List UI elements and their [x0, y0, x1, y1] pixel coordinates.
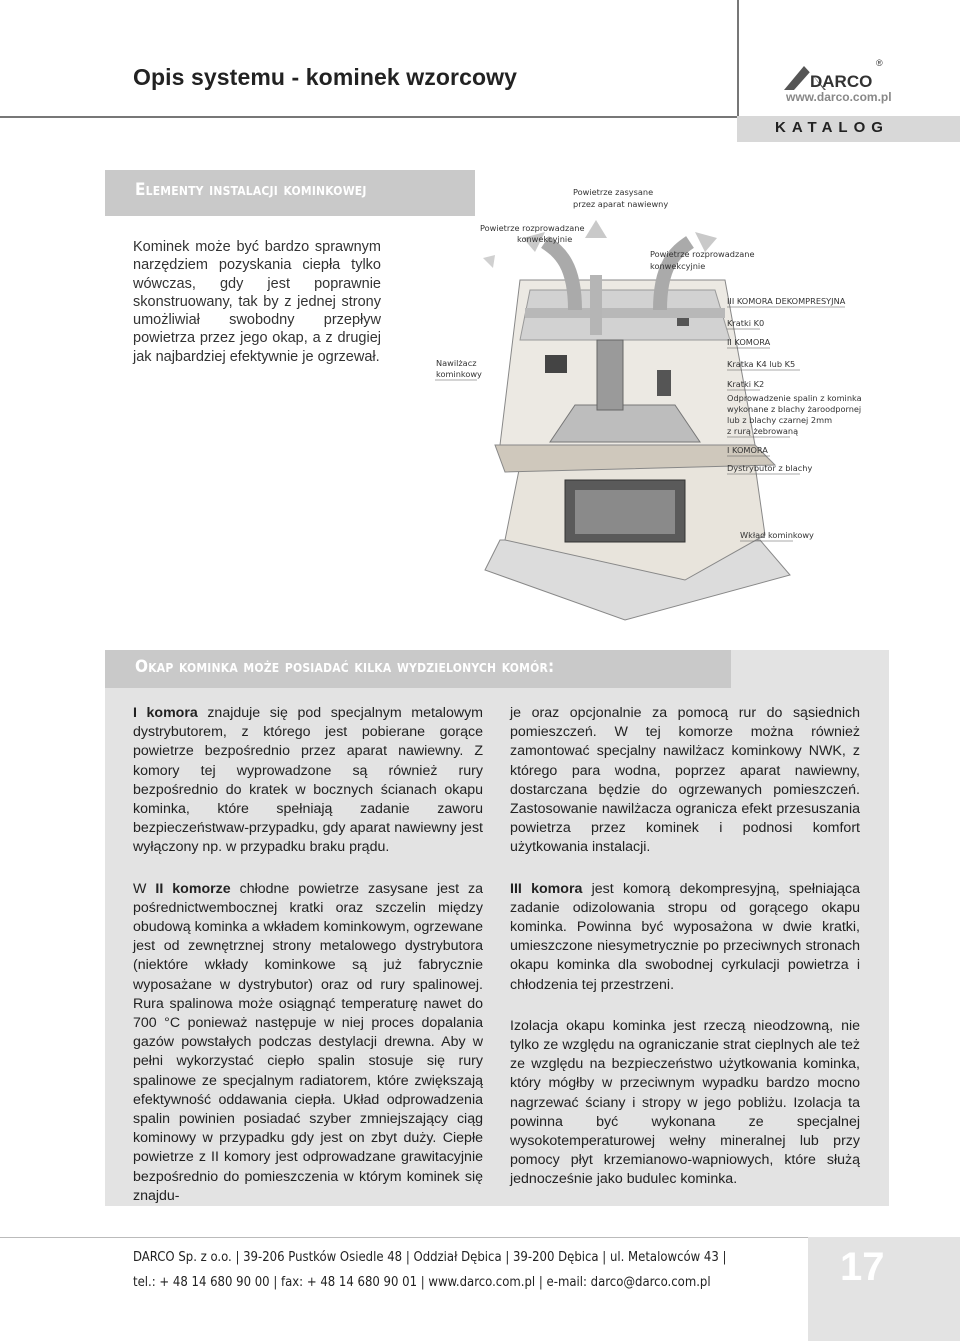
section1-title [135, 180, 367, 200]
label-k2: Kratki K2 [727, 379, 765, 389]
label-flue-4: z rurą żebrowaną [727, 426, 799, 436]
paragraph-chamber2 [133, 880, 483, 1206]
chamber2-term: II komorze [155, 880, 231, 897]
chamber3-term: III komora [510, 880, 583, 897]
label-intake-2: przez aparat nawiewny [573, 199, 669, 209]
column-right [510, 704, 860, 1212]
paragraph-chamber1 [133, 704, 483, 858]
logo-url: www.darco.com.pl [786, 90, 892, 104]
footer-contact: tel.: + 48 14 680 90 00 | fax: + 48 14 680 90 01 | www.darco.com.pl | e-mail: darco@darco.com.pl [133, 1275, 711, 1290]
grille-k0 [677, 318, 689, 326]
label-k0: Kratki K0 [727, 318, 765, 328]
grille-k4 [545, 355, 567, 373]
flue-pipe [597, 340, 623, 410]
chamber3-text: jest komorą dekompresyjną, spełniająca zadanie odizolowania stropu od gorącego okapu kominka. Powinna być wyposażona w dwie kratki, umieszczone niesymetrycznie po przeciwnych stronach okapu kominka dla swobodnej cyrkulacji powietrza i chłodzenia tej przestrzeni. [510, 880, 860, 993]
paragraph-insulation: Izolacja okapu kominka jest rzeczą nieodzowną, nie tylko ze względu na ograniczanie strat cieplnych ale też ze względu na bezpieczeństwo użytkowania kominka, który mógłby w przeciwnym wypadku bardzo mocno nagrzewać ściany i stropy w jego pobliżu. Izolacja ta powinna być wykonana ze specjalnej wysokotemperaturowej wełny mineralnej lub przy pomocy płyt krzemianowo-wapniowych, które służą jednocześnie jako budulec kominka. [510, 1017, 860, 1188]
label-left-conv-1: Powietrze rozprowadzane [480, 223, 585, 233]
arrow-far-left-icon [483, 255, 495, 268]
column-left [133, 704, 483, 1228]
label-flue-3: lub z blachy czarnej 2mm [727, 415, 833, 425]
section1-title-text: Elementy instalacji kominkowej [135, 180, 367, 200]
chamber1-term: I komora [133, 705, 198, 721]
paragraph-chamber2-continued: je oraz opcjonalnie za pomocą rur do sąsiednich pomieszczeń. W tej komorze można również zamontować specjalny nawilżacz kominkowy NWK, z którego para wodna, poprzez aparat nawiewny, dostarczana będzie do ogrzewanych pomieszczeń. Zastosowanie nawilżacza ogranicza efekt przesuszania powietrza przez kominek i podnosi komfort użytkowania instalacji. [510, 705, 860, 856]
section2-title [135, 657, 554, 677]
footer-address: DARCO Sp. z o.o. | 39-206 Pustków Osiedle 48 | Oddział Dębica | 39-200 Dębica | ul. Metalowców 43 | [133, 1250, 727, 1265]
duct-center [590, 275, 602, 335]
fireplace-fire-window [575, 490, 675, 534]
paragraph-chamber3 [510, 880, 860, 995]
label-right-conv-1: Powietrze rozprowadzane [650, 249, 755, 259]
chamber-divider [525, 308, 725, 318]
label-intake-1: Powietrze zasysane [573, 187, 654, 197]
intro-paragraph: Kominek może być bardzo sprawnym narzędziem pozyskania ciepła tylko wówczas, gdy jest poprawnie skonstruowany, tak by z jednej strony umożliwiał swobodny przepływ powietrza przez jego okap, a z drugiej jak najbardziej efektywnie je ogrzewał. [133, 239, 381, 365]
logo-registered-mark: ® [876, 58, 883, 68]
chamber1-text: znajduje się pod specjalnym metalowym dystrybutorem, z którego jest pobierane gorące powietrze bezpośrednio przez aparat nawiewny. Z komory tej wyprowadzone są również rury bezpośrednio do kratek w bocznych ścianach okapu kominka, które spełniają zadanie zaworu bezpieczeństwaw-przypadku, gdy aparat nawiewny jest wyłączony np. w przypadku braku prądu. [133, 705, 483, 856]
page-number: 17 [840, 1245, 885, 1289]
label-flue-1: Odprowadzenie spalin z kominka [727, 393, 862, 403]
label-humidifier-2: kominkowy [436, 369, 482, 379]
distributor [550, 405, 700, 442]
katalog-label: KATALOG [775, 119, 889, 136]
label-chamber1: I KOMORA [727, 445, 768, 455]
label-left-conv-2: konwekcyjnie [517, 234, 573, 244]
grille-k2 [657, 370, 671, 396]
section2-title-text: Okap kominka może posiadać kilka wydzielonych komór: [135, 657, 555, 677]
label-insert: Wkład kominkowy [740, 530, 814, 540]
label-flue-2: wykonane z blachy żaroodpornej [727, 404, 862, 414]
chamber2-prefix: W [133, 880, 156, 897]
logo-text: DARCO [810, 72, 873, 91]
header-horizontal-rule [0, 116, 737, 118]
label-chamber2: II KOMORA [727, 337, 771, 347]
label-humidifier-1: Nawilżacz [436, 358, 477, 368]
label-k4: Kratka K4 lub K5 [727, 359, 796, 369]
label-distributor: Dystrybutor z blachy [727, 463, 813, 473]
arrow-up-icon [585, 220, 607, 238]
label-right-conv-2: konwekcyjnie [650, 261, 706, 271]
fireplace-diagram [425, 180, 945, 640]
chamber2-text: chłodne powietrze zasysane jest za pośrednictwembocznej kratki oraz szczelin między obudową kominka a wkładem kominkowym, ogrzewane jest od zewnętrznej strony metalowego dystrybutora (niektóre wkłady kominkowe są już fabrycznie wyposażane w dystrybutor) oraz od rury spalinowej. Rura spalinowa może osiągnąć temperaturę nawet do 700 °C ponieważ następuje w niej proces dopalania gazów powstałych podczas destylacji drewna. Aby w pełni wykorzystać ciepło spalin stosuje się rury spalinowe ze specjalnym radiatorem, które zwiększają efektywność oddawania ciepła. Układ odprowadzenia spalin powinien posiadać szyber zmniejszający ciąg kominowy w przypadku gdy jest on zbyt duży. Ciepłe powietrze z II komory jest odprowadzane grawitacyjnie bezpośrednio do pomieszczenia w którym kominek się znajdu- [133, 880, 484, 1204]
label-chamber3: III KOMORA DEKOMPRESYJNA [727, 296, 846, 306]
page-title: Opis systemu - kominek wzorcowy [133, 64, 517, 90]
